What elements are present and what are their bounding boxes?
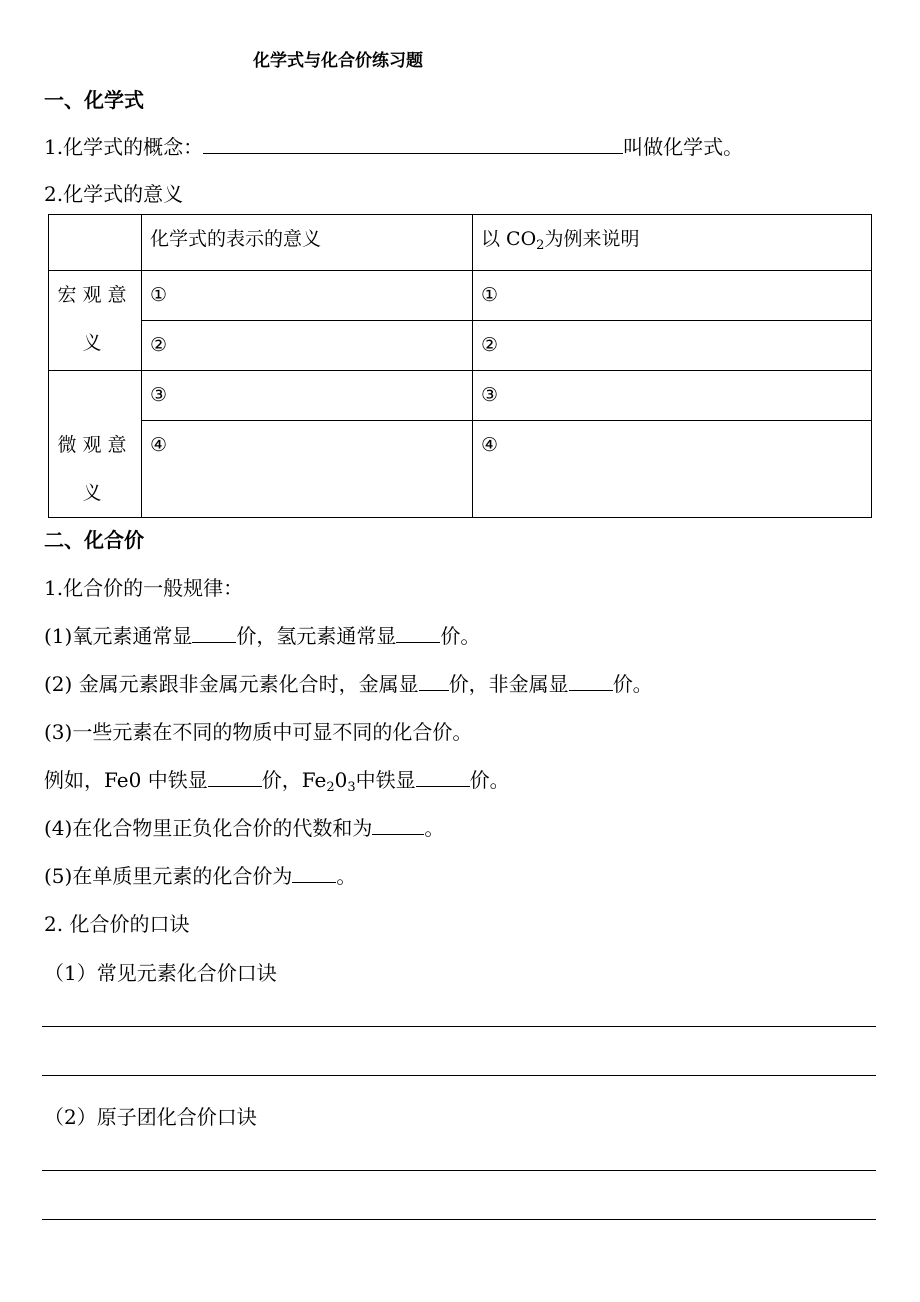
meaning-table: [48, 214, 872, 518]
table-header-example: 以 $CO_2$为例来说明: [473, 215, 872, 271]
table-header-meaning: 化学式的表示的意义: [142, 215, 473, 271]
answer-blank[interactable]: [372, 816, 424, 835]
rule-4: (4)在化合物里正负化合价的代数和为 。: [44, 816, 445, 840]
answer-blank[interactable]: [203, 135, 623, 154]
answer-blank[interactable]: [569, 672, 613, 691]
question-text: 1.化学式的概念：: [44, 135, 204, 159]
table-cell[interactable]: ②: [473, 321, 872, 371]
table-cell[interactable]: ②: [142, 321, 473, 371]
section-heading-valence: 二、化合价: [44, 528, 144, 552]
answer-blank[interactable]: [396, 624, 440, 643]
question-valence-rules: 1.化合价的一般规律：: [44, 576, 244, 600]
rule-3-example: 例如，Fe0 中铁显 价，$Fe_20_3$中铁显 价。: [44, 768, 510, 795]
table-cell[interactable]: ①: [142, 271, 473, 321]
rule-5: (5)在单质里元素的化合价为 。: [44, 864, 357, 888]
micro-label: 微观意义: [49, 371, 142, 518]
macro-label: 宏观意义: [49, 271, 142, 371]
question-formula-meaning: 2.化学式的意义: [44, 182, 184, 206]
answer-line[interactable]: [42, 1170, 876, 1171]
page-title: 化学式与化合价练习题: [253, 51, 423, 71]
answer-blank[interactable]: [192, 624, 236, 643]
table-cell[interactable]: ④: [142, 421, 473, 518]
answer-line[interactable]: [42, 1075, 876, 1076]
rule-3: (3)一些元素在不同的物质中可显不同的化合价。: [44, 720, 473, 744]
answer-line[interactable]: [42, 1026, 876, 1027]
table-cell[interactable]: ③: [473, 371, 872, 421]
mnemonic-radical: （2）原子团化合价口诀: [44, 1105, 257, 1129]
table-cell[interactable]: ④: [473, 421, 872, 518]
answer-blank[interactable]: [208, 768, 262, 787]
answer-blank[interactable]: [292, 864, 336, 883]
mnemonic-element: （1）常见元素化合价口诀: [44, 961, 277, 985]
section-heading-formula: 一、化学式: [44, 88, 144, 112]
question-valence-mnemonic: 2. 化合价的口诀: [44, 912, 190, 936]
table-cell[interactable]: ③: [142, 371, 473, 421]
table-corner-cell: [49, 215, 142, 271]
answer-line[interactable]: [42, 1219, 876, 1220]
answer-blank[interactable]: [416, 768, 470, 787]
question-formula-concept: [44, 131, 743, 160]
question-text: 叫做化学式。: [623, 135, 744, 159]
rule-2: (2) 金属元素跟非金属元素化合时，金属显 价，非金属显 价。: [44, 672, 653, 696]
table-cell[interactable]: ①: [473, 271, 872, 321]
rule-1: (1)氧元素通常显 价，氢元素通常显 价。: [44, 624, 481, 648]
answer-blank[interactable]: [419, 672, 449, 691]
